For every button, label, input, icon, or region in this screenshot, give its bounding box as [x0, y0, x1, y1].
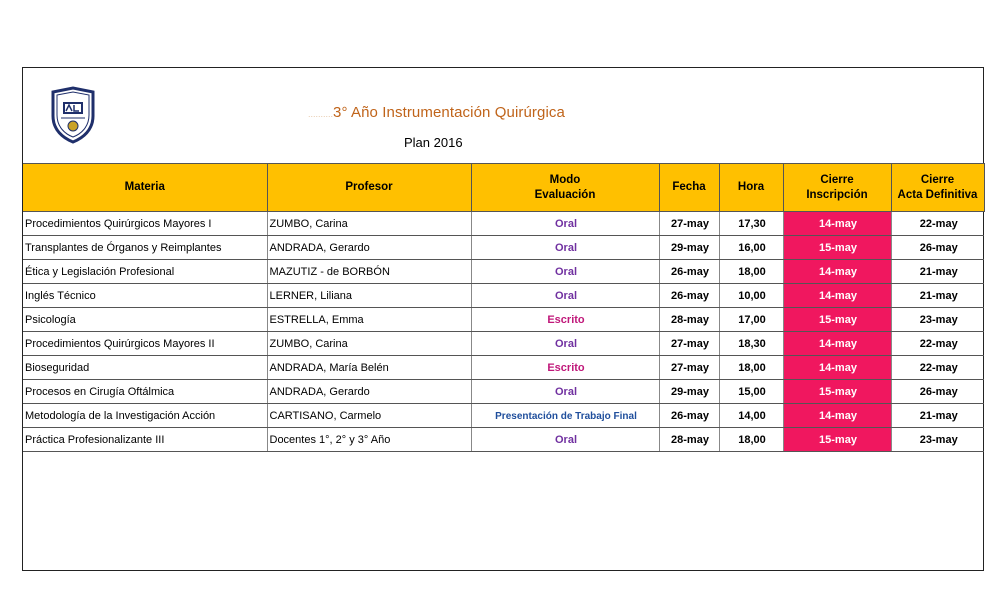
column-header-hora — [719, 164, 783, 212]
cell-modo-evaluacion — [471, 356, 659, 380]
modo-evaluacion-label: Oral — [554, 385, 577, 398]
cell-materia: Transplantes de Órganos y Reimplantes — [23, 236, 267, 260]
cell-cierre-acta-definitiva: 22-may — [891, 332, 984, 356]
cell-cierre-inscripcion: 14-may — [783, 356, 891, 380]
modo-evaluacion-label: Oral — [554, 433, 577, 446]
column-header-line-1: Cierre — [920, 173, 955, 186]
cell-cierre-inscripcion: 14-may — [783, 260, 891, 284]
modo-evaluacion-label: Presentación de Trabajo Final — [495, 410, 637, 422]
cell-materia: Metodología de la Investigación Acción — [23, 404, 267, 428]
modo-evaluacion-label: Oral — [554, 217, 577, 230]
cell-materia: Bioseguridad — [23, 356, 267, 380]
cell-cierre-acta-definitiva: 23-may — [891, 428, 984, 452]
table-row — [23, 428, 984, 452]
cell-modo-evaluacion — [471, 404, 659, 428]
page-title: ..........3° Año Instrumentación Quirúrgica — [308, 104, 565, 121]
cell-materia: Psicología — [23, 308, 267, 332]
cell-hora: 14,00 — [719, 404, 783, 428]
cell-cierre-acta-definitiva: 21-may — [891, 404, 984, 428]
cell-cierre-inscripcion: 14-may — [783, 404, 891, 428]
cell-modo-evaluacion — [471, 236, 659, 260]
cell-cierre-acta-definitiva: 21-may — [891, 284, 984, 308]
cell-cierre-inscripcion: 15-may — [783, 380, 891, 404]
cell-hora: 16,00 — [719, 236, 783, 260]
cell-cierre-inscripcion: 14-may — [783, 332, 891, 356]
table-body — [23, 212, 984, 452]
cell-cierre-inscripcion: 14-may — [783, 284, 891, 308]
cell-modo-evaluacion — [471, 212, 659, 236]
cell-profesor: LERNER, Liliana — [267, 284, 471, 308]
cell-hora: 15,00 — [719, 380, 783, 404]
plan-subtitle: Plan 2016 — [404, 135, 463, 150]
cell-hora: 18,00 — [719, 356, 783, 380]
cell-profesor: ZUMBO, Carina — [267, 332, 471, 356]
cell-modo-evaluacion — [471, 332, 659, 356]
cell-fecha: 29-may — [659, 380, 719, 404]
cell-cierre-acta-definitiva: 22-may — [891, 356, 984, 380]
cell-modo-evaluacion — [471, 308, 659, 332]
column-header-line-2: Inscripción — [806, 188, 868, 201]
column-header-cierre-acta-definitiva — [891, 164, 984, 212]
modo-evaluacion-label: Escrito — [547, 313, 585, 326]
column-header-fecha — [659, 164, 719, 212]
cell-modo-evaluacion — [471, 380, 659, 404]
cell-hora: 10,00 — [719, 284, 783, 308]
cell-materia: Procedimientos Quirúrgicos Mayores I — [23, 212, 267, 236]
institute-shield-logo-icon — [49, 86, 97, 144]
column-header-line-1: Cierre — [820, 173, 854, 186]
document-sheet — [22, 67, 984, 571]
cell-profesor: ZUMBO, Carina — [267, 212, 471, 236]
cell-fecha: 28-may — [659, 308, 719, 332]
cell-materia: Práctica Profesionalizante III — [23, 428, 267, 452]
cell-fecha: 27-may — [659, 332, 719, 356]
cell-cierre-inscripcion: 14-may — [783, 212, 891, 236]
table-row — [23, 356, 984, 380]
cell-hora: 17,00 — [719, 308, 783, 332]
cell-cierre-acta-definitiva: 21-may — [891, 260, 984, 284]
cell-cierre-inscripcion: 15-may — [783, 308, 891, 332]
cell-fecha: 26-may — [659, 404, 719, 428]
table-row — [23, 404, 984, 428]
cell-materia: Ética y Legislación Profesional — [23, 260, 267, 284]
cell-hora: 18,00 — [719, 428, 783, 452]
table-row — [23, 380, 984, 404]
column-header-cierre-inscripcion — [783, 164, 891, 212]
cell-cierre-inscripcion: 15-may — [783, 428, 891, 452]
modo-evaluacion-label: Oral — [554, 265, 577, 278]
cell-hora: 18,00 — [719, 260, 783, 284]
modo-evaluacion-label: Escrito — [547, 361, 585, 374]
column-header-line-2: Evaluación — [534, 188, 596, 201]
cell-profesor: ANDRADA, María Belén — [267, 356, 471, 380]
cell-cierre-acta-definitiva: 26-may — [891, 236, 984, 260]
table-row — [23, 308, 984, 332]
cell-profesor: ESTRELLA, Emma — [267, 308, 471, 332]
cell-cierre-inscripcion: 15-may — [783, 236, 891, 260]
cell-profesor: ANDRADA, Gerardo — [267, 236, 471, 260]
cell-fecha: 29-may — [659, 236, 719, 260]
cell-modo-evaluacion — [471, 284, 659, 308]
cell-cierre-acta-definitiva: 22-may — [891, 212, 984, 236]
cell-fecha: 26-may — [659, 260, 719, 284]
cell-hora: 18,30 — [719, 332, 783, 356]
column-header-line-1: Materia — [124, 181, 165, 193]
column-header-materia — [23, 164, 267, 212]
table-row — [23, 332, 984, 356]
cell-modo-evaluacion — [471, 428, 659, 452]
table-row — [23, 284, 984, 308]
cell-profesor: MAZUTIZ - de BORBÓN — [267, 260, 471, 284]
title-leader-dots: .......... — [308, 109, 334, 119]
table-row — [23, 212, 984, 236]
modo-evaluacion-label: Oral — [554, 337, 577, 350]
cell-hora: 17,30 — [719, 212, 783, 236]
modo-evaluacion-label: Oral — [554, 289, 577, 302]
table-row — [23, 260, 984, 284]
cell-profesor: Docentes 1°, 2° y 3° Año — [267, 428, 471, 452]
column-header-modo-evaluacion — [471, 164, 659, 212]
column-header-line-1: Profesor — [345, 181, 393, 193]
cell-fecha: 28-may — [659, 428, 719, 452]
cell-cierre-acta-definitiva: 23-may — [891, 308, 984, 332]
table-row — [23, 236, 984, 260]
schedule-table — [23, 163, 985, 452]
table-header-row — [23, 164, 984, 212]
column-header-line-2: Acta Definitiva — [897, 188, 978, 201]
cell-profesor: CARTISANO, Carmelo — [267, 404, 471, 428]
cell-profesor: ANDRADA, Gerardo — [267, 380, 471, 404]
cell-fecha: 27-may — [659, 212, 719, 236]
column-header-line-1: Fecha — [672, 181, 706, 193]
cell-materia: Procedimientos Quirúrgicos Mayores II — [23, 332, 267, 356]
cell-materia: Inglés Técnico — [23, 284, 267, 308]
column-header-profesor — [267, 164, 471, 212]
cell-materia: Procesos en Cirugía Oftálmica — [23, 380, 267, 404]
column-header-line-1: Modo — [549, 173, 581, 186]
modo-evaluacion-label: Oral — [554, 241, 577, 254]
cell-fecha: 26-may — [659, 284, 719, 308]
cell-fecha: 27-may — [659, 356, 719, 380]
cell-cierre-acta-definitiva: 26-may — [891, 380, 984, 404]
column-header-line-1: Hora — [737, 181, 765, 193]
cell-modo-evaluacion — [471, 260, 659, 284]
